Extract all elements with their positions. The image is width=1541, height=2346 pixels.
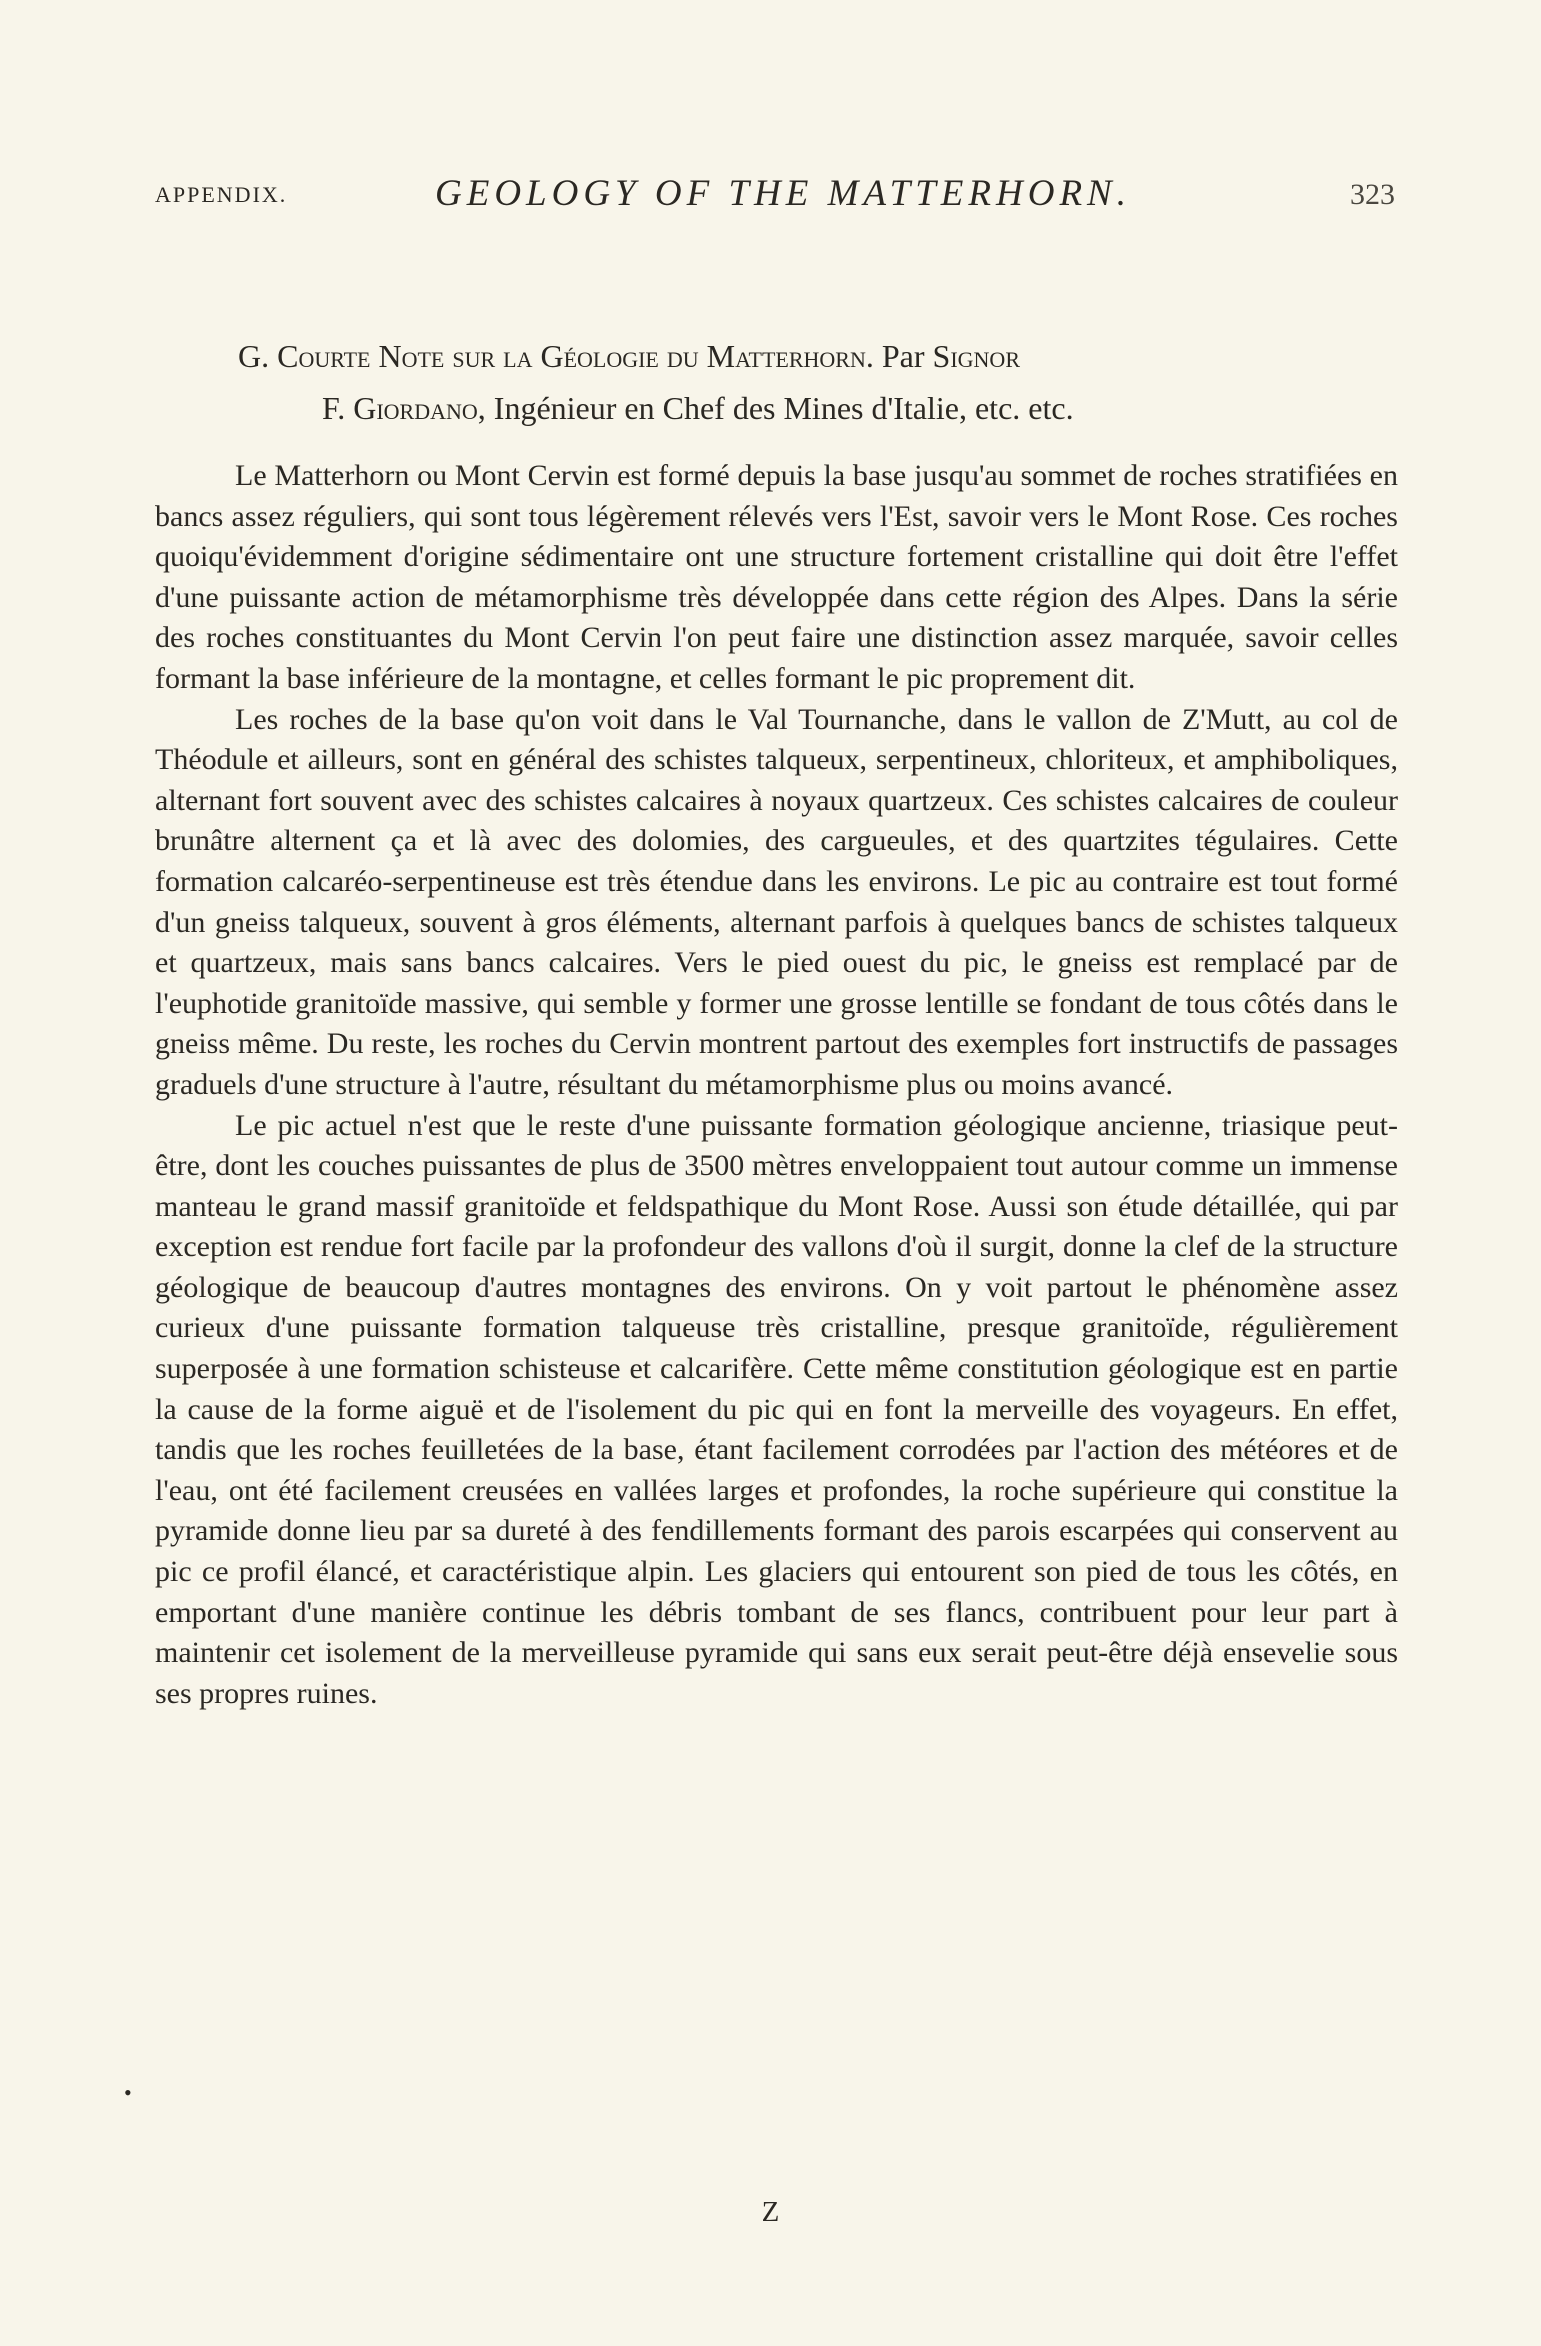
paragraph-2: Les roches de la base qu'on voit dans le Val Tournanche, dans le vallon de Z'Mutt, au col de Théodule et ailleurs, sont en général des schistes talqueux, serpentineux, chloriteux, et amphiboliques, alternant fort souvent avec des schistes calcaires à noyaux quartzeux. Ces schistes calcaires de couleur brunâtre alternent ça et là avec des dolomies, des cargueules, et des quartzites tégulaires. Cette formation calcaréo-serpentineuse est très étendue dans les environs. Le pic au contraire est tout formé d'un gneiss talqueux, souvent à gros éléments, alternant parfois à quelques bancs de schistes talqueux et quartzeux, mais sans bancs calcaires. Vers le pied ouest du pic, le gneiss est remplacé par de l'euphotide granitoïde massive, qui semble y former une grosse lentille se fondant de tous côtés dans le gneiss même. Du reste, les roches du Cervin montrent partout des exemples fort instructifs de passages graduels d'une structure à l'autre, résultant du métamorphisme plus ou moins avancé.: [155, 702, 1398, 1101]
signature-mark: Z: [761, 2196, 780, 2228]
page-number: 323: [1350, 178, 1395, 211]
paragraph-1: Le Matterhorn ou Mont Cervin est formé depuis la base jusqu'au sommet de roches stratifiées en bancs assez réguliers, qui sont tous légèrement rélevés vers l'Est, savoir vers le Mont Rose. Ces roches quoiqu'évidemment d'origine sédimentaire ont une structure fortement cristalline qui doit être l'effet d'une puissante action de métamorphisme très développée dans cette région des Alpes. Dans la série des roches constituantes du Mont Cervin l'on peut faire une distinction assez marquée, savoir celles formant la base inférieure de la montagne, et celles formant le pic proprement dit.: [155, 459, 1398, 695]
running-head: [155, 172, 1395, 222]
margin-mark: •: [124, 2080, 132, 2105]
title-line-1: [238, 330, 1398, 382]
author-name: Giordano: [353, 390, 478, 426]
body-text: [155, 456, 1398, 1714]
author-initial: F.: [322, 390, 346, 426]
section-letter: G.: [238, 338, 270, 374]
title-signor: Signor: [932, 338, 1020, 374]
author-credentials: , Ingénieur en Chef des Mines d'Italie, etc. etc.: [477, 390, 1074, 426]
title-line-2: [238, 382, 1398, 434]
header-section-label: APPENDIX.: [155, 182, 288, 207]
section-title: [238, 330, 1398, 434]
section-heading: Courte Note sur la Géologie du Matterhorn.: [277, 338, 874, 374]
title-by: Par: [881, 338, 925, 374]
header-title: GEOLOGY OF THE MATTERHORN.: [435, 173, 1131, 214]
paragraph-3: Le pic actuel n'est que le reste d'une puissante formation géologique ancienne, triasique peut-être, dont les couches puissantes de plus de 3500 mètres enveloppaient tout autour comme un immense manteau le grand massif granitoïde et feldspathique du Mont Rose. Aussi son étude détaillée, qui par exception est rendue fort facile par la profondeur des vallons d'où il surgit, donne la clef de la structure géologique de beaucoup d'autres montagnes des environs. On y voit partout le phénomène assez curieux d'une puissante formation talqueuse très cristalline, presque granitoïde, régulièrement superposée à une formation schisteuse et calcarifère. Cette même constitution géologique est en partie la cause de la forme aiguë et de l'isolement du pic qui en font la merveille des voyageurs. En effet, tandis que les roches feuilletées de la base, étant facilement corrodées par l'action des météores et de l'eau, ont été facilement creusées en vallées larges et profondes, la roche supérieure qui constitue la pyramide donne lieu par sa dureté à des fendillements formant des parois escarpées qui conservent au pic ce profil élancé, et caractéristique alpin. Les glaciers qui entourent son pied de tous les côtés, en emportant d'une manière continue les débris tombant de ses flancs, contribuent pour leur part à maintenir cet isolement de la merveilleuse pyramide qui sans eux serait peut-être déjà ensevelie sous ses propres ruines.: [155, 1108, 1398, 1710]
